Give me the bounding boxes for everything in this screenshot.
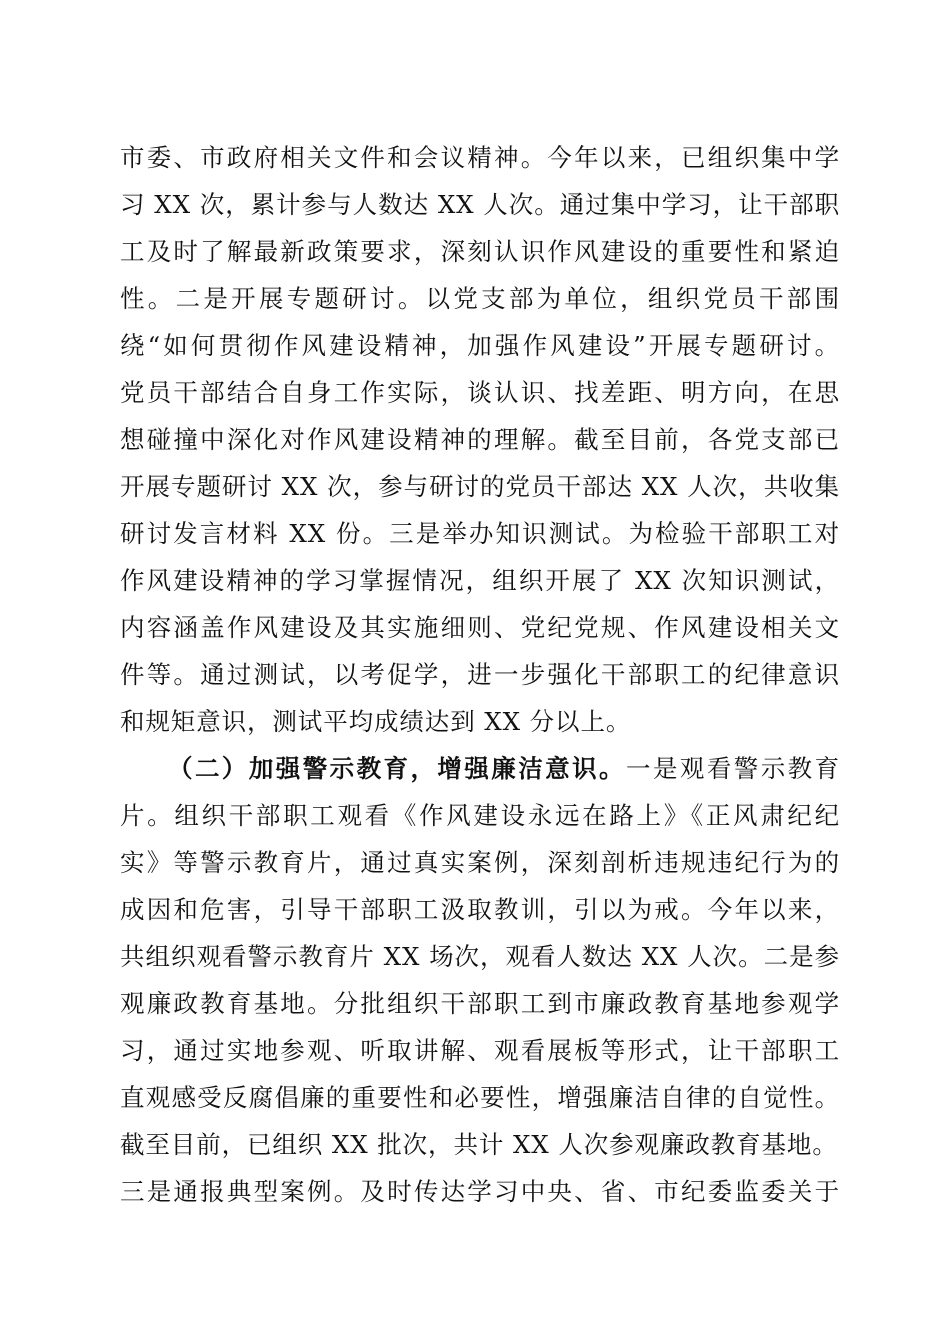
text-line: 共组织观看警示教育片 XX 场次，观看人数达 XX 人次。二是参 — [120, 942, 840, 971]
text-line: 三是通报典型案例。及时传达学习中央、省、市纪委监委关于 — [120, 1177, 840, 1206]
text-line: 性。二是开展专题研讨。以党支部为单位，组织党员干部围 — [120, 284, 840, 313]
text-line: 内容涵盖作风建设及其实施细则、党纪党规、作风建设相关文 — [120, 613, 840, 642]
text-line: 绕“如何贯彻作风建设精神，加强作风建设”开展专题研讨。 — [120, 331, 840, 360]
text-line: 片。组织干部职工观看《作风建设永远在路上》《正风肃纪纪 — [120, 801, 840, 830]
text-line: 截至目前，已组织 XX 批次，共计 XX 人次参观廉政教育基地。 — [120, 1130, 838, 1159]
text-line: 作风建设精神的学习掌握情况，组织开展了 XX 次知识测试， — [120, 566, 840, 595]
text-line: 党员干部结合自身工作实际，谈认识、找差距、明方向，在思 — [120, 378, 840, 407]
section-heading: （二）加强警示教育，增强廉洁意识。 — [168, 754, 626, 783]
text-line: 市委、市政府相关文件和会议精神。今年以来，已组织集中学 — [120, 143, 840, 172]
text-line: 直观感受反腐倡廉的重要性和必要性，增强廉洁自律的自觉性。 — [120, 1083, 840, 1112]
text-line: 成因和危害，引导干部职工汲取教训，引以为戒。今年以来， — [120, 895, 840, 924]
first-line-text: 一是观看警示教育 — [626, 754, 840, 783]
paragraph-first-line — [168, 749, 840, 789]
text-line: 工及时了解最新政策要求，深刻认识作风建设的重要性和紧迫 — [120, 237, 840, 266]
text-line: 想碰撞中深化对作风建设精神的理解。截至目前，各党支部已 — [120, 425, 840, 454]
text-line: 实》等警示教育片，通过真实案例，深刻剖析违规违纪行为的 — [120, 848, 840, 877]
text-line: 开展专题研讨 XX 次，参与研讨的党员干部达 XX 人次，共收集 — [120, 472, 840, 501]
text-line: 观廉政教育基地。分批组织干部职工到市廉政教育基地参观学 — [120, 989, 840, 1018]
text-line: 习，通过实地参观、听取讲解、观看展板等形式，让干部职工 — [120, 1036, 840, 1065]
text-line: 件等。通过测试，以考促学，进一步强化干部职工的纪律意识 — [120, 660, 840, 689]
text-line: 和规矩意识，测试平均成绩达到 XX 分以上。 — [120, 707, 632, 736]
text-line: 研讨发言材料 XX 份。三是举办知识测试。为检验干部职工对 — [120, 519, 840, 548]
text-line: 习 XX 次，累计参与人数达 XX 人次。通过集中学习，让干部职 — [120, 190, 840, 219]
